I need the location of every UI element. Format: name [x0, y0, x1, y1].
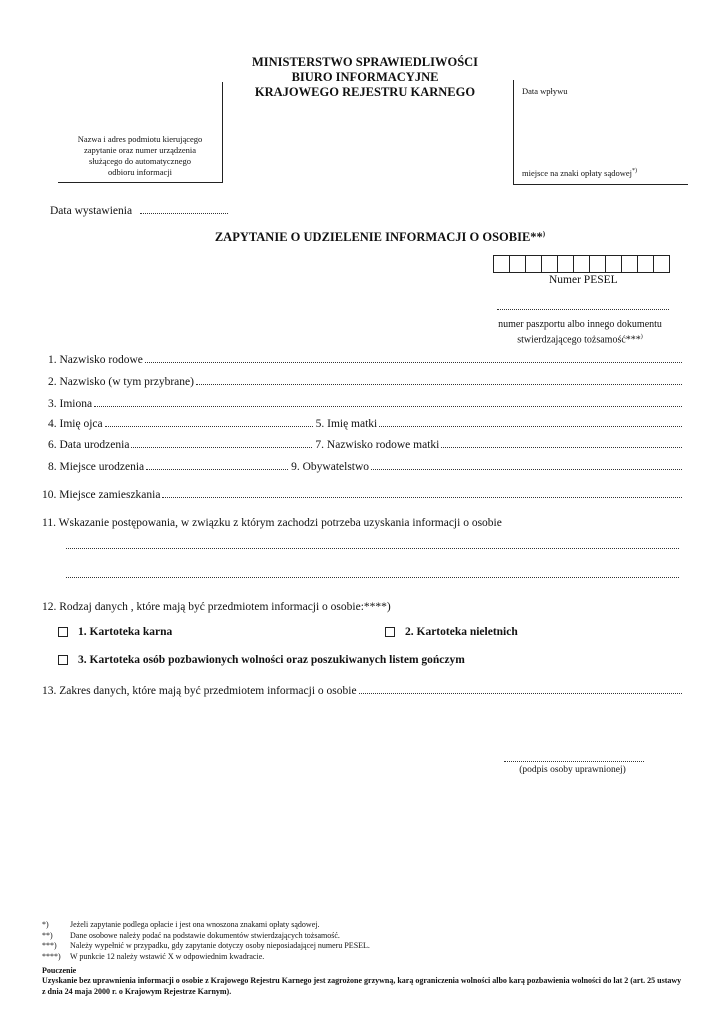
field-input-1[interactable]	[145, 361, 682, 363]
footnote-mark: ***)	[42, 941, 57, 950]
footnotes	[42, 920, 682, 962]
field-row-13	[42, 681, 684, 697]
footnote-text: Dane osobowe należy podać na podstawie dokumentów stwierdzających tożsamość.	[70, 930, 340, 940]
footnote-mark: **)	[42, 930, 53, 940]
option-criminal-records[interactable]: 1. Kartoteka karna	[58, 626, 172, 638]
notice-text: Uzyskanie bez uprawnienia informacji o osobie z Krajowego Rejestru Karnego jest zagrożone grzywną, karą ograniczenia wolności albo karą pozbawienia wolności do lat 2 (art. 25 ustawy z dnia 24 maja 2000 r. o Krajowym Rejestrze Karnym).	[42, 976, 682, 996]
field-label-2: 2. Nazwisko (w tym przybrane)	[48, 376, 194, 388]
issue-date-field[interactable]	[140, 212, 228, 214]
field-input-6[interactable]	[131, 446, 312, 448]
field-input-5[interactable]	[379, 425, 682, 427]
field-row-10	[42, 485, 684, 501]
field-row-11	[42, 513, 684, 529]
footnote	[42, 952, 682, 963]
field-row-8-9	[48, 457, 684, 473]
passport-field[interactable]	[497, 308, 669, 310]
pesel-digit-cell[interactable]	[622, 255, 638, 273]
footnote	[42, 931, 682, 942]
field-label-13: 13. Zakres danych, które mają być przedmiotem informacji o osobie	[42, 685, 357, 697]
footnote-text: W punkcie 12 należy wstawić X w odpowiednim kwadracie.	[70, 951, 265, 961]
field-input-8[interactable]	[146, 468, 288, 470]
issue-date-label: Data wystawienia	[50, 205, 133, 217]
sender-box-label: Nazwa i adres podmiotu kierującego zapytanie oraz numer urządzenia służącego do automatycznego odbioru informacji	[77, 134, 203, 177]
passport-label: numer paszportu albo innego dokumentu stwierdzającego tożsamość***)	[498, 319, 662, 346]
field-input-2[interactable]	[196, 383, 682, 385]
field-input-4[interactable]	[105, 425, 313, 427]
pesel-digit-cell[interactable]	[526, 255, 542, 273]
fee-stamp-label: miejsce na znaki opłaty sądowej*)	[522, 167, 637, 178]
field-row-6-7	[48, 435, 684, 451]
pesel-label: Numer PESEL	[549, 274, 618, 286]
field-row-3	[48, 394, 684, 410]
bureau-name: BIURO INFORMACYJNE	[291, 70, 439, 84]
issue-date-row	[50, 205, 231, 217]
pesel-digit-cell[interactable]	[510, 255, 526, 273]
field-input-10[interactable]	[162, 496, 682, 498]
field-label-5: 5. Imię matki	[315, 418, 378, 430]
field-row-12	[42, 597, 684, 613]
footnote	[42, 920, 682, 931]
field-row-4-5	[48, 414, 684, 430]
field-input-11-line1[interactable]	[66, 547, 679, 549]
pesel-digit-cell[interactable]	[542, 255, 558, 273]
footnote-text: Należy wypełnić w przypadku, gdy zapytanie dotyczy osoby nieposiadającej numeru PESEL.	[70, 941, 370, 950]
form-title: ZAPYTANIE O UDZIELENIE INFORMACJI O OSOBIE**)	[214, 230, 546, 245]
pesel-grid[interactable]	[493, 255, 670, 273]
field-label-8: 8. Miejsce urodzenia	[48, 461, 145, 473]
footnote-mark: *)	[42, 920, 49, 929]
field-label-4: 4. Imię ojca	[48, 418, 103, 430]
field-label-3: 3. Imiona	[48, 398, 93, 410]
field-input-7[interactable]	[441, 446, 682, 448]
field-label-9: 9. Obywatelstwo	[291, 461, 370, 473]
field-label-12: 12. Rodzaj danych , które mają być przedmiotem informacji o osobie:****)	[42, 601, 391, 613]
field-input-11-line2[interactable]	[66, 576, 679, 578]
ministry-name: MINISTERSTWO SPRAWIEDLIWOŚCI	[251, 55, 479, 69]
registry-name: KRAJOWEGO REJESTRU KARNEGO	[254, 85, 476, 99]
footnote-text: Jeżeli zapytanie podlega opłacie i jest ona wnoszona znakami opłaty sądowej.	[70, 920, 320, 929]
pesel-digit-cell[interactable]	[638, 255, 654, 273]
checkbox-icon[interactable]	[385, 627, 395, 637]
field-input-3[interactable]	[94, 405, 682, 407]
checkbox-icon[interactable]	[58, 655, 68, 665]
checkbox-icon[interactable]	[58, 627, 68, 637]
pesel-digit-cell[interactable]	[494, 255, 510, 273]
field-row-1	[48, 350, 684, 366]
field-label-7: 7. Nazwisko rodowe matki	[315, 439, 440, 451]
pesel-digit-cell[interactable]	[654, 255, 670, 273]
pesel-digit-cell[interactable]	[590, 255, 606, 273]
pesel-digit-cell[interactable]	[574, 255, 590, 273]
footnote-mark: ****)	[42, 951, 61, 961]
field-input-9[interactable]	[371, 468, 682, 470]
field-label-11: 11. Wskazanie postępowania, w związku z którym zachodzi potrzeba uzyskania informacji o osobie	[42, 517, 502, 529]
receipt-date-label: Data wpływu	[522, 86, 568, 96]
option-detainees-records[interactable]: 3. Kartoteka osób pozbawionych wolności oraz poszukiwanych listem gończym	[58, 654, 465, 666]
field-label-10: 10. Miejsce zamieszkania	[42, 489, 161, 501]
field-label-1: 1. Nazwisko rodowe	[48, 354, 143, 366]
notice-title: Pouczenie	[42, 966, 77, 975]
signature-label: (podpis osoby uprawnionej)	[519, 765, 626, 775]
signature-field[interactable]	[504, 760, 644, 762]
field-input-13[interactable]	[359, 692, 682, 694]
field-label-6: 6. Data urodzenia	[48, 439, 130, 451]
footnote	[42, 941, 682, 952]
pesel-digit-cell[interactable]	[558, 255, 574, 273]
option-juvenile-records[interactable]: 2. Kartoteka nieletnich	[385, 626, 518, 638]
pesel-digit-cell[interactable]	[606, 255, 622, 273]
field-row-2	[48, 372, 684, 388]
